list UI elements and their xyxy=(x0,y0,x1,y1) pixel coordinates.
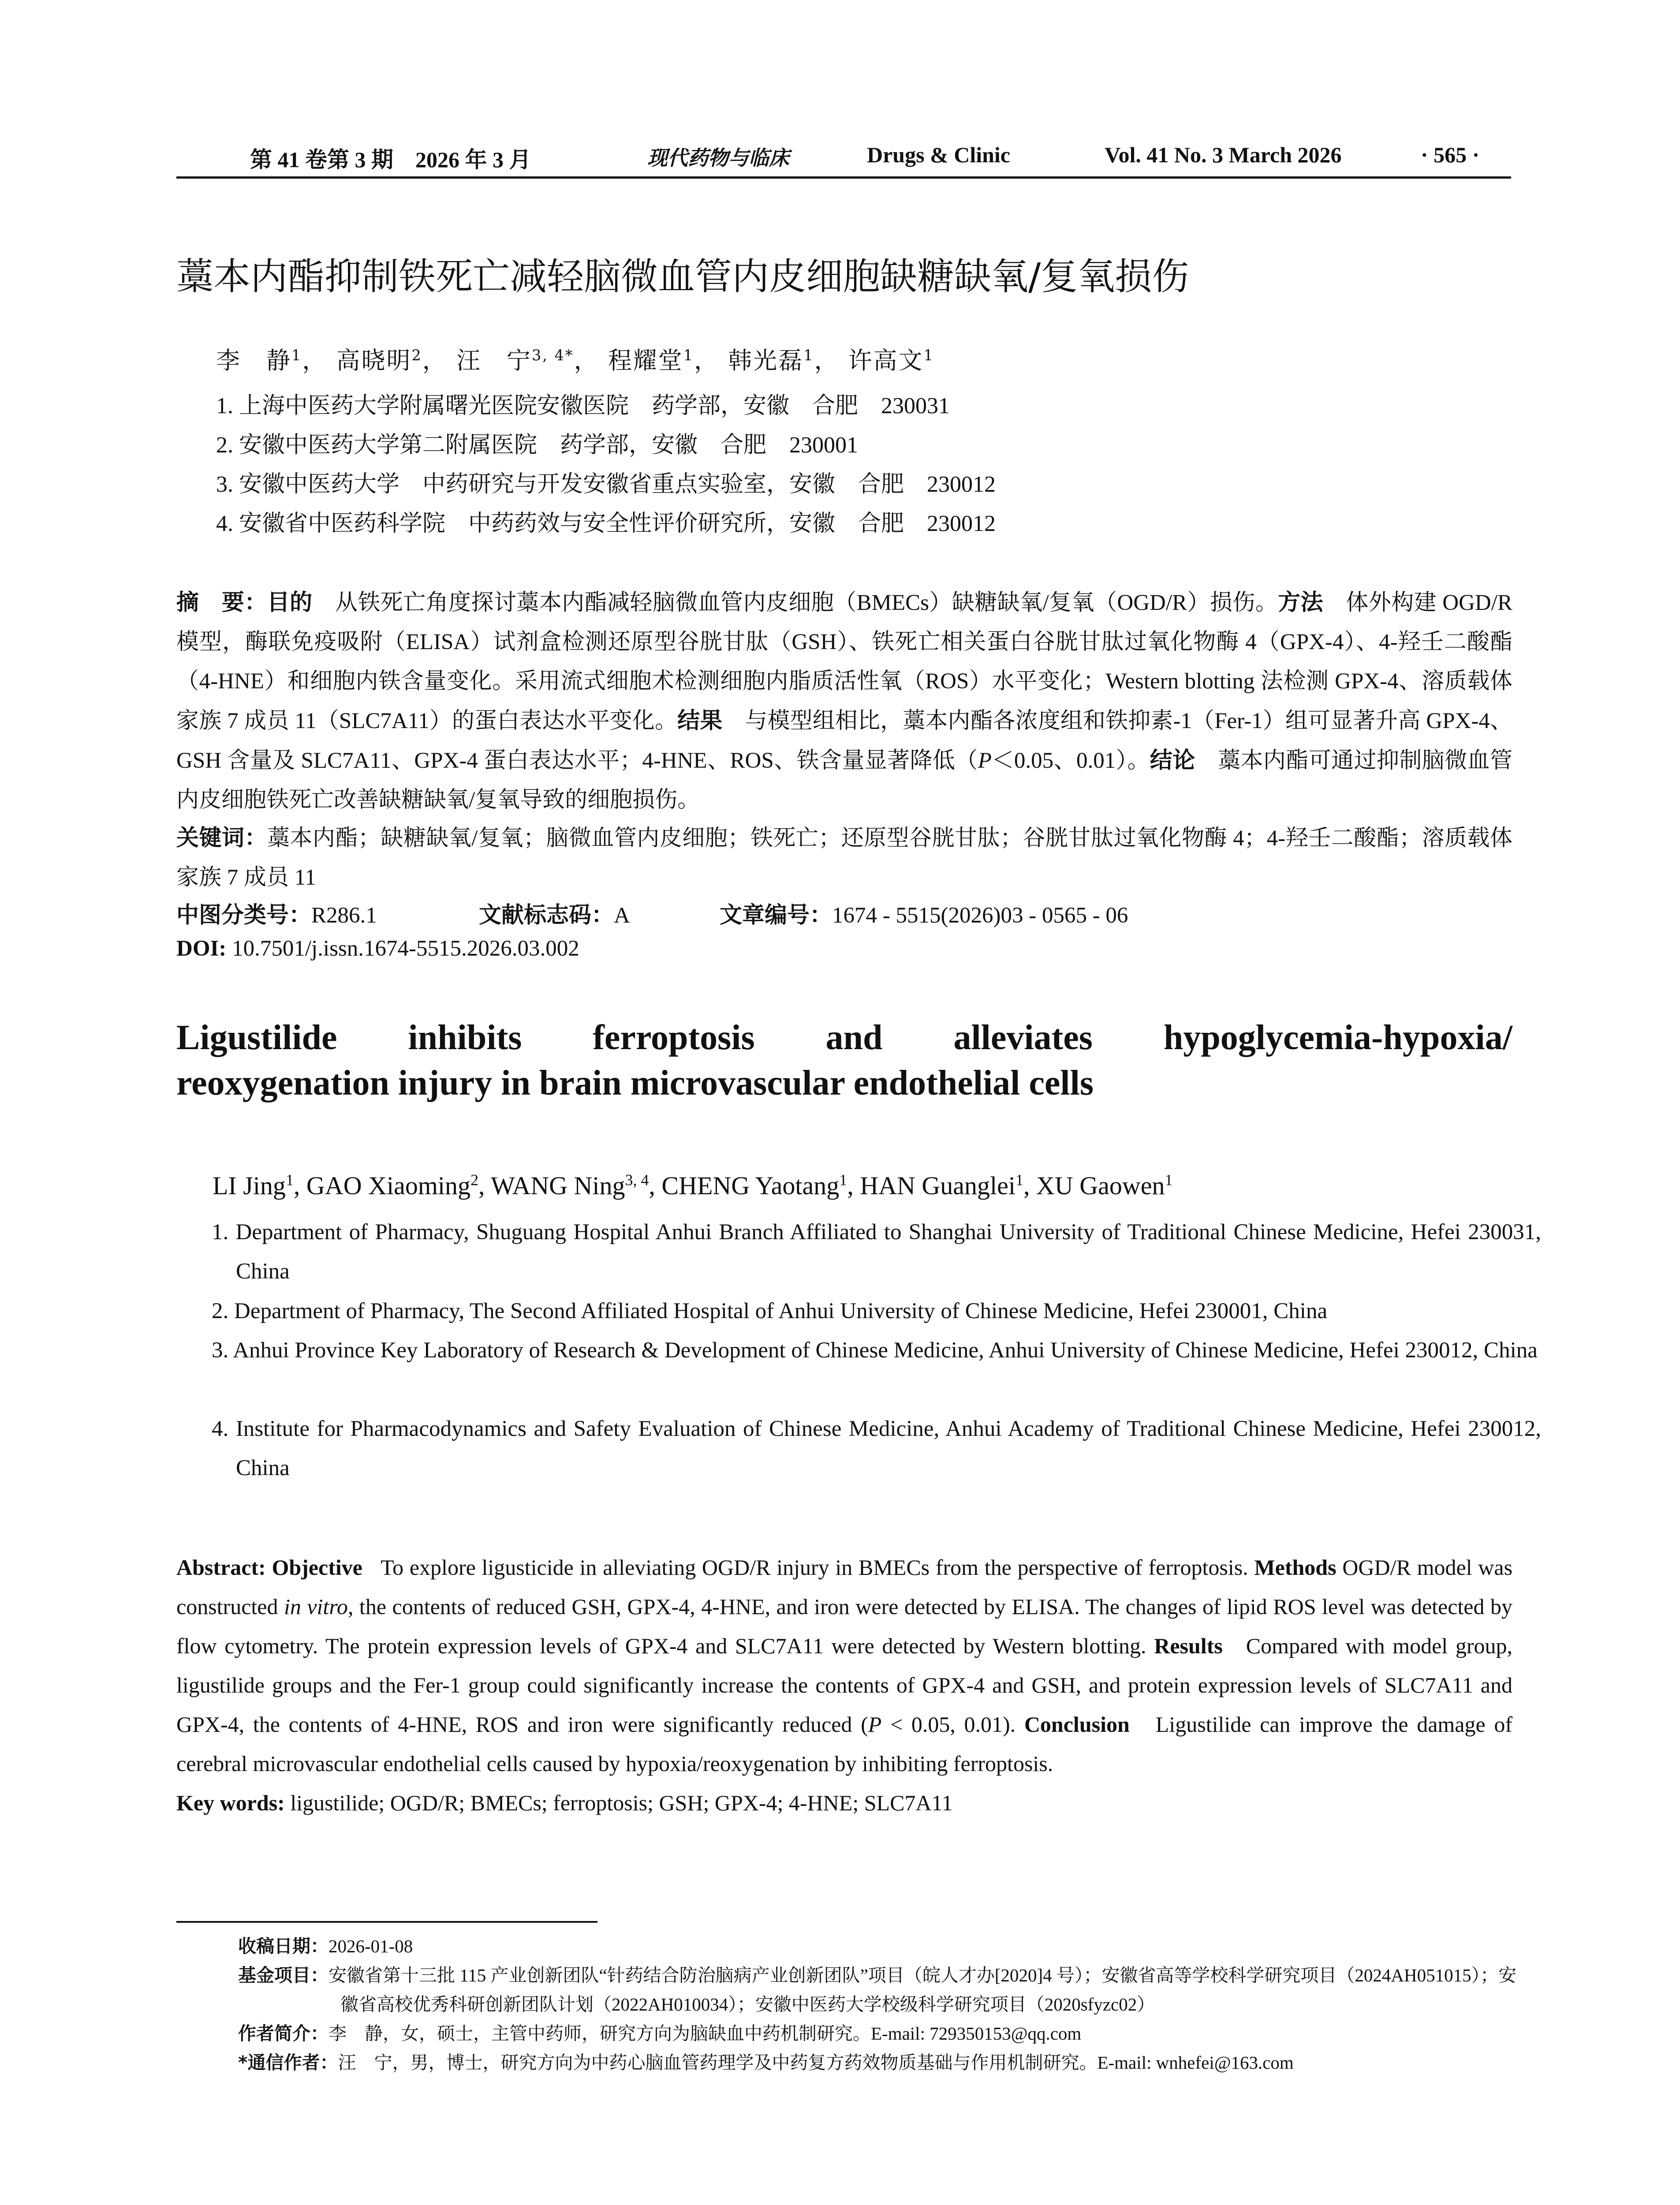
author-cn-sup: 1 xyxy=(803,347,814,364)
author-en-sup: 1 xyxy=(839,1171,847,1189)
funding-value: 安徽省第十三批 115 产业创新团队“针药结合防治脑病产业创新团队”项目（皖人才办[2020]4 号）；安徽省高等学校科学研究项目（2024AH051015）；安徽省高校优秀科研创新团队计划（2022AH010034）；安徽中医药大学校级科学研究项目（2020sfyzc02） xyxy=(329,1965,1517,2014)
keywords-cn-label: 关键词： xyxy=(176,825,267,851)
keywords-en-label: Key words: xyxy=(176,1790,285,1815)
affiliation-en: 3. Anhui Province Key Laboratory of Research & Development of Chinese Medicine, Anhui University of Chinese Medicine, Hefei 230012, China xyxy=(212,1338,1538,1363)
methods-cn-label: 方法 xyxy=(1278,590,1323,616)
doc-label: 文献标志码： xyxy=(479,902,614,928)
results-en-p: P xyxy=(868,1712,882,1737)
doc-value: A xyxy=(614,903,630,928)
received-label: 收稿日期： xyxy=(238,1936,329,1957)
results-cn-label: 结果 xyxy=(677,708,723,734)
header-journal-en: Drugs & Clinic xyxy=(867,142,1010,167)
methods-en-text: OGD/R model was constructed xyxy=(176,1555,1513,1619)
conclusion-cn-label: 结论 xyxy=(1150,747,1195,774)
title-cn: 藁本内酯抑制铁死亡减轻脑微血管内皮细胞缺糖缺氧/复氧损伤 xyxy=(176,255,1189,298)
article-label: 文章编号： xyxy=(720,902,833,928)
corr-label: *通信作者： xyxy=(238,2052,338,2073)
methods-en-label: Methods xyxy=(1254,1555,1337,1580)
affiliation-en: 2. Department of Pharmacy, The Second Affiliated Hospital of Anhui University of Chinese Medicine, Hefei 230001, China xyxy=(212,1299,1328,1323)
title-en-line1: Ligustilide inhibits ferroptosis and alleviates hypoglycemia-hypoxia/ xyxy=(176,1018,1512,1057)
article-value: 1674 - 5515(2026)03 - 0565 - 06 xyxy=(832,903,1128,928)
clc-label: 中图分类号： xyxy=(176,902,312,928)
keywords-cn-text: 藁本内酯；缺糖缺氧/复氧；脑微血管内皮细胞；铁死亡；还原型谷胱甘肽；谷胱甘肽过氧化物酶 4；4-羟壬二酸酯；溶质载体家族 7 成员 11 xyxy=(176,826,1512,890)
affiliation-cn: 1. 上海中医药大学附属曙光医院安徽医院 药学部，安徽 合肥 230031 xyxy=(216,393,950,419)
affiliation-cn: 4. 安徽省中医药科学院 中药药效与安全性评价研究所，安徽 合肥 230012 xyxy=(216,511,996,536)
abstract-cn-label: 摘 要： xyxy=(176,590,267,616)
author-en: CHENG Yaotang xyxy=(661,1171,840,1200)
author-cn: 韩光磊 xyxy=(728,347,804,374)
results-cn-text-end: ＜0.05、0.01）。 xyxy=(991,748,1150,773)
received-value: 2026-01-08 xyxy=(329,1936,413,1956)
methods-en-italic: in vitro xyxy=(284,1594,348,1619)
author-cn: 程耀堂 xyxy=(608,347,683,374)
author-cn-sup: 3, 4* xyxy=(531,347,574,364)
title-en-line2: reoxygenation injury in brain microvascular endothelial cells xyxy=(176,1064,1094,1102)
funding-label: 基金项目： xyxy=(238,1965,329,1986)
abstract-en-label: Abstract: xyxy=(176,1555,266,1580)
author-cn-sup: 1 xyxy=(291,347,302,364)
author-en-sup: 1 xyxy=(1015,1171,1023,1189)
header-issue-en: Vol. 41 No. 3 March 2026 xyxy=(1105,142,1342,167)
author-en-sup: 3, 4 xyxy=(625,1171,649,1189)
results-cn-text: 与模型组相比，藁本内酯各浓度组和铁抑素-1（Fer-1）组可显著升高 GPX-4、GSH 含量及 SLC7A11、GPX-4 蛋白表达水平；4-HNE、ROS、铁含量显著降低（ xyxy=(176,709,1512,773)
affiliation-en: 4. Institute for Pharmacodynamics and Safety Evaluation of Chinese Medicine, Anhui Academy of Traditional Chinese Medicine, Hefei 230012, China xyxy=(212,1416,1541,1480)
objective-en-text: To explore ligusticide in alleviating OGD/R injury in BMECs from the perspective of ferroptosis. xyxy=(381,1555,1248,1580)
footnote-divider xyxy=(176,1921,597,1923)
author-en: XU Gaowen xyxy=(1036,1171,1165,1200)
conclusion-en-label: Conclusion xyxy=(1024,1712,1130,1737)
funding xyxy=(238,1961,1517,2019)
authors-en: LI Jing$^1$, GAO Xiaoming$^2$, WANG Ning$^{3, 4}$, CHENG Yaotang$^1$, HAN Guanglei$^1$, XU Gaowen$^1$ xyxy=(213,1171,1173,1200)
author-cn: 李 静 xyxy=(216,347,291,374)
abstract-en xyxy=(176,1548,1512,1823)
author-cn-sup: 1 xyxy=(683,347,694,364)
header-journal-cn: 现代药物与临床 xyxy=(647,146,789,170)
conclusion-cn-text: 藁本内酯可通过抑制脑微血管内皮细胞铁死亡改善缺糖缺氧/复氧导致的细胞损伤。 xyxy=(176,748,1512,812)
author-en: WANG Ning xyxy=(491,1171,625,1200)
author-en-sup: 1 xyxy=(1165,1171,1173,1189)
author-en-sup: 2 xyxy=(470,1171,479,1189)
author-bio-value: 李 静，女，硕士，主管中药师，研究方向为脑缺血中药机制研究。E-mail: 729350153@qq.com xyxy=(329,2023,1082,2044)
author-cn: 高晓明 xyxy=(336,347,412,374)
author-cn: 许高文 xyxy=(848,347,924,374)
doi-label: DOI: xyxy=(176,936,227,961)
doc-code xyxy=(479,897,630,929)
author-cn-sup: 1 xyxy=(923,347,934,364)
keywords-cn xyxy=(176,818,1512,897)
author-cn-sup: 2 xyxy=(411,347,422,364)
corresponding-author xyxy=(238,2048,1517,2077)
header-page-number: · 565 · xyxy=(1421,142,1480,167)
header-issue-cn: 第 41 卷第 3 期 2026 年 3 月 xyxy=(250,147,531,172)
keywords-en-text: ligustilide; OGD/R; BMECs; ferroptosis; GSH; GPX-4; 4-HNE; SLC7A11 xyxy=(290,1790,953,1815)
classification-line xyxy=(176,897,377,929)
author-cn: 汪 宁 xyxy=(456,347,532,374)
header-divider xyxy=(176,176,1511,179)
article-number xyxy=(720,897,1128,929)
author-bio-label: 作者简介： xyxy=(238,2023,329,2044)
objective-cn-text: 从铁死亡角度探讨藁本内酯减轻脑微血管内皮细胞（BMECs）缺糖缺氧/复氧（OGD/R）损伤。 xyxy=(335,590,1278,615)
author-en: LI Jing xyxy=(213,1171,286,1200)
doi-line xyxy=(176,936,579,961)
footnotes xyxy=(238,1932,1517,2077)
results-en-label: Results xyxy=(1154,1633,1223,1658)
corr-value: 汪 宁，男，博士，研究方向为中药心脑血管药理学及中药复方药效物质基础与作用机制研究。E-mail: wnhefei@163.com xyxy=(338,2052,1294,2073)
results-cn-p: P xyxy=(978,748,992,773)
author-en: GAO Xiaoming xyxy=(306,1171,471,1200)
methods-cn-text: 体外构建 OGD/R 模型，酶联免疫吸附（ELISA）试剂盒检测还原型谷胱甘肽（GSH）、铁死亡相关蛋白谷胱甘肽过氧化物酶 4（GPX-4）、4-羟壬二酸酯（4-HNE）和细胞内铁含量变化。采用流式细胞术检测细胞内脂质活性氧（ROS）水平变化；Western blotting 法检测 GPX-4、溶质载体家族 7 成员 11（SLC7A11）的蛋白表达水平变化。 xyxy=(176,590,1512,733)
authors-cn: 李 静$^1$， 高晓明$^2$， 汪 宁$^{3, 4*}$， 程耀堂$^1$， 韩光磊$^1$， 许高文$^1$ xyxy=(216,347,934,374)
abstract-cn xyxy=(176,583,1512,820)
affiliation-cn: 2. 安徽中医药大学第二附属医院 药学部，安徽 合肥 230001 xyxy=(216,433,859,458)
running-header xyxy=(0,0,1680,185)
author-bio xyxy=(238,2019,1517,2048)
author-en-sup: 1 xyxy=(285,1171,294,1189)
clc-value: R286.1 xyxy=(311,903,377,928)
results-en-text: Compared with model group, ligustilide groups and the Fer-1 group could significantly increase the contents of GPX-4 and GSH, and protein expression levels of SLC7A11 and GPX-4, the contents of 4-HNE, ROS and iron were significantly reduced ( xyxy=(176,1633,1512,1737)
received-date xyxy=(238,1932,1517,1961)
objective-cn-label: 目的 xyxy=(267,590,313,616)
objective-en-label: Objective xyxy=(272,1555,362,1580)
affiliation-cn: 3. 安徽中医药大学 中药研究与开发安徽省重点实验室，安徽 合肥 230012 xyxy=(216,472,996,497)
author-en: HAN Guanglei xyxy=(860,1171,1015,1200)
affiliation-en: 1. Department of Pharmacy, Shuguang Hospital Anhui Branch Affiliated to Shanghai University of Traditional Chinese Medicine, Hefei 230031, China xyxy=(212,1220,1541,1284)
methods-en-text-end: , the contents of reduced GSH, GPX-4, 4-HNE, and iron were detected by ELISA. The changes of lipid ROS level was detected by flow cytometry. The protein expression levels of GPX-4 and SLC7A11 were detected by Western blotting. xyxy=(176,1594,1512,1658)
conclusion-en-text: Ligustilide can improve the damage of cerebral microvascular endothelial cells caused by hypoxia/reoxygenation by inhibiting ferroptosis. xyxy=(176,1712,1512,1776)
doi-value[interactable]: 10.7501/j.issn.1674-5515.2026.03.002 xyxy=(232,936,579,961)
results-en-text-end: < 0.05, 0.01). xyxy=(881,1712,1016,1737)
